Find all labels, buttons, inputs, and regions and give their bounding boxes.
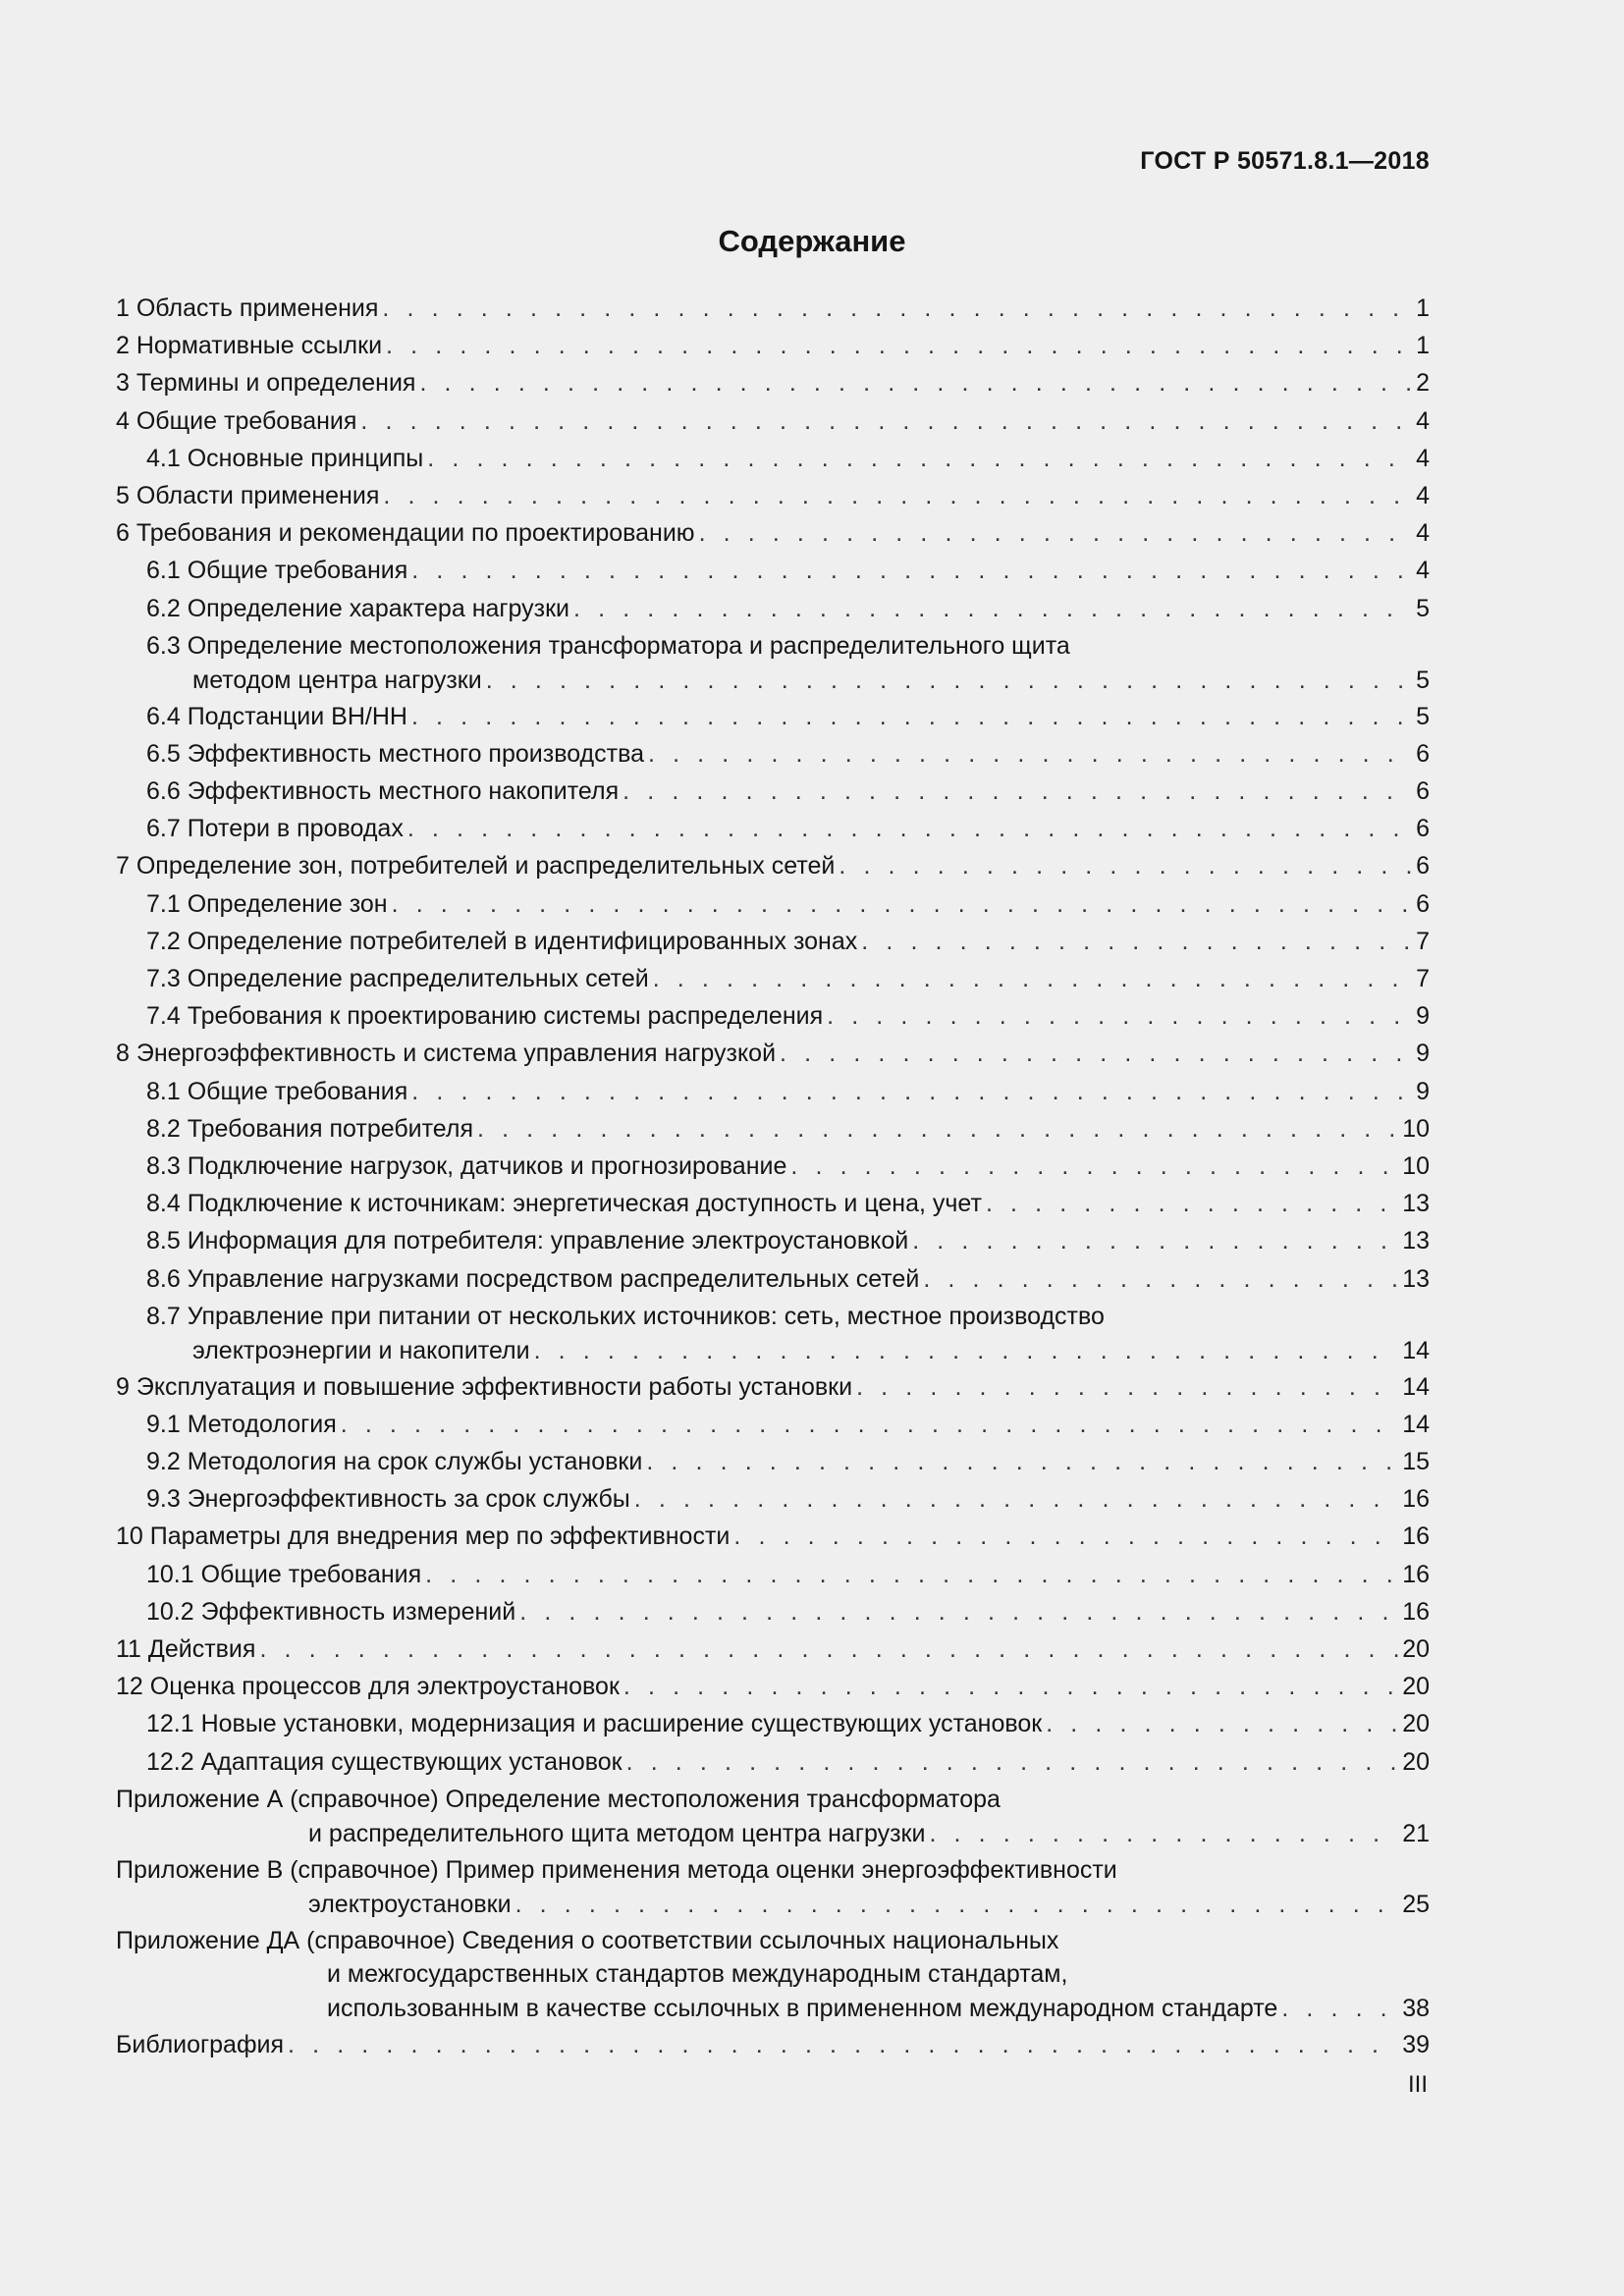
toc-entry-text: 8.5 Информация для потребителя: управление электроустановкой (146, 1227, 909, 1255)
toc-entry-text: 8 Энергоэффективность и система управления нагрузкой (116, 1040, 777, 1068)
toc-entry-line (116, 847, 1430, 884)
toc-entry-line (116, 2026, 1430, 2063)
toc-entry-text: 7.1 Определение зон (146, 889, 388, 918)
toc-leader-dots (648, 735, 1412, 773)
toc-entry[interactable] (116, 514, 1430, 552)
document-code: ГОСТ Р 50571.8.1—2018 (1140, 147, 1430, 175)
toc-entry-text: Приложение А (справочное) Определение местоположения трансформатора (116, 1785, 1001, 1813)
toc-page-number: 4 (1416, 406, 1430, 435)
toc-entry-line (116, 327, 1430, 364)
toc-entry-text: Приложение ДА (справочное) Сведения о соответствии ссылочных национальных (116, 1926, 1059, 1954)
toc-entry-line (116, 1556, 1430, 1593)
toc-page-number: 21 (1402, 1819, 1430, 1847)
toc-entry[interactable] (116, 1480, 1430, 1518)
toc-page-number: 9 (1416, 1077, 1430, 1105)
toc-entry-text: 6.6 Эффективность местного накопителя (146, 777, 620, 806)
toc-entry[interactable] (116, 997, 1430, 1035)
toc-entry-line (116, 1743, 1430, 1781)
toc-entry-line (116, 1518, 1430, 1555)
toc-entry-text: 10.2 Эффективность измерений (146, 1597, 516, 1626)
toc-entry[interactable] (116, 440, 1430, 477)
toc-entry-text: 1 Область применения (116, 294, 379, 322)
toc-entry-line (116, 290, 1430, 327)
toc-entry-text: 4.1 Основные принципы (146, 444, 424, 472)
toc-leader-dots (411, 1073, 1412, 1110)
toc-entry[interactable] (116, 364, 1430, 401)
toc-entry-line (116, 923, 1430, 960)
toc-page-number: 20 (1402, 1673, 1430, 1701)
toc-leader-dots (425, 1556, 1398, 1593)
toc-entry-text: 9.3 Энергоэффективность за срок службы (146, 1485, 630, 1514)
toc-leader-dots (780, 1035, 1412, 1072)
toc-entry-line (116, 885, 1430, 923)
toc-entry[interactable] (116, 1148, 1430, 1185)
toc-leader-dots (407, 810, 1412, 847)
toc-entry-text: 8.2 Требования потребителя (146, 1114, 473, 1143)
toc-entry[interactable] (116, 1300, 1430, 1368)
toc-entry[interactable] (116, 1783, 1430, 1851)
toc-page-number: 6 (1416, 852, 1430, 881)
toc-leader-dots (477, 1110, 1398, 1148)
toc-leader-dots (392, 885, 1412, 923)
toc-entry-line (116, 810, 1430, 847)
toc-page-number: 20 (1402, 1635, 1430, 1663)
toc-entry-text: 8.6 Управление нагрузками посредством распределительных сетей (146, 1264, 920, 1293)
toc-leader-dots (923, 1260, 1398, 1298)
toc-entry-line (116, 1222, 1430, 1259)
toc-entry[interactable] (116, 885, 1430, 923)
toc-page-number: 5 (1416, 702, 1430, 730)
toc-page-number: 14 (1402, 1372, 1430, 1401)
toc-entry[interactable] (116, 2026, 1430, 2063)
toc-page-number: 13 (1402, 1264, 1430, 1293)
toc-entry[interactable] (116, 1743, 1430, 1781)
toc-entry[interactable] (116, 402, 1430, 440)
toc-entry-line (116, 364, 1430, 401)
toc-entry-text: 8.1 Общие требования (146, 1077, 408, 1105)
toc-leader-dots (573, 590, 1412, 627)
toc-entry[interactable] (116, 1668, 1430, 1705)
toc-entry-line (116, 1300, 1430, 1333)
toc-page-number: 4 (1416, 481, 1430, 509)
toc-entry-line (116, 1260, 1430, 1298)
toc-entry-text: 12.1 Новые установки, модернизация и расширение существующих установок (146, 1710, 1043, 1738)
toc-leader-dots (733, 1518, 1398, 1555)
toc-entry[interactable] (116, 1110, 1430, 1148)
toc-page-number: 1 (1416, 332, 1430, 360)
toc-entry[interactable] (116, 960, 1430, 997)
toc-leader-dots (839, 847, 1412, 884)
toc-entry[interactable] (116, 1443, 1430, 1480)
toc-page-number: 10 (1402, 1114, 1430, 1143)
toc-entry-line (116, 440, 1430, 477)
toc-entry[interactable] (116, 1593, 1430, 1630)
toc-page-number: 4 (1416, 557, 1430, 585)
toc-title: Содержание (718, 224, 906, 258)
toc-page-number: 7 (1416, 927, 1430, 955)
toc-page-number: 20 (1402, 1747, 1430, 1776)
page-number: III (1407, 2071, 1428, 2098)
toc-entry-line (116, 514, 1430, 552)
toc-entry-line (116, 1148, 1430, 1185)
toc-entry-line (116, 1368, 1430, 1406)
toc-entry-text: и межгосударственных стандартов международным стандартам, (327, 1959, 1068, 1988)
toc-entry-line (116, 402, 1430, 440)
toc-page-number: 4 (1416, 444, 1430, 472)
toc-leader-dots (986, 1185, 1398, 1222)
toc-entry-text: 6.2 Определение характера нагрузки (146, 594, 570, 622)
toc-entry-line (116, 1110, 1430, 1148)
toc-entry-line (116, 735, 1430, 773)
toc-entry[interactable] (116, 1518, 1430, 1555)
toc-entry-line (116, 1783, 1430, 1816)
toc-entry[interactable] (116, 698, 1430, 735)
toc-entry-line (116, 1480, 1430, 1518)
toc-page-number: 5 (1416, 666, 1430, 694)
toc-entry[interactable] (116, 1406, 1430, 1443)
toc-leader-dots (623, 773, 1412, 810)
toc-leader-dots (360, 402, 1412, 440)
toc-entry[interactable] (116, 1035, 1430, 1072)
toc-entry-line (116, 1406, 1430, 1443)
toc-entry-text: Библиография (116, 2030, 285, 2058)
toc-leader-dots (386, 327, 1412, 364)
toc-entry-text: 10.1 Общие требования (146, 1560, 422, 1588)
toc-page-number: 16 (1402, 1597, 1430, 1626)
toc-entry[interactable] (116, 847, 1430, 884)
toc-entry[interactable] (116, 923, 1430, 960)
toc-page-number: 38 (1402, 1994, 1430, 2022)
toc-page-number: 6 (1416, 739, 1430, 768)
toc-entry-line (116, 1333, 1430, 1368)
toc-entry-text: 8.3 Подключение нагрузок, датчиков и прогнозирование (146, 1151, 787, 1180)
toc-entry-line (116, 590, 1430, 627)
toc-entry-text: 11 Действия (116, 1635, 256, 1663)
toc-page-number: 6 (1416, 815, 1430, 843)
toc-leader-dots (486, 663, 1412, 698)
toc-entry-text: 4 Общие требования (116, 406, 357, 435)
toc-entry-line (116, 1853, 1430, 1887)
toc-entry[interactable] (116, 773, 1430, 810)
toc-entry-line (116, 997, 1430, 1035)
table-of-contents (116, 290, 1430, 2063)
toc-leader-dots (288, 2026, 1398, 2063)
toc-entry[interactable] (116, 477, 1430, 514)
toc-leader-dots (856, 1368, 1398, 1406)
toc-entry-text: 6.7 Потери в проводах (146, 815, 404, 843)
toc-page-number: 14 (1402, 1410, 1430, 1438)
toc-entry-text: 6.5 Эффективность местного производства (146, 739, 644, 768)
toc-page-number: 7 (1416, 965, 1430, 992)
toc-page-number: 16 (1402, 1522, 1430, 1551)
toc-leader-dots (861, 923, 1412, 960)
toc-entry-text: методом центра нагрузки (192, 666, 482, 694)
toc-leader-dots (427, 440, 1412, 477)
toc-page-number: 25 (1402, 1890, 1430, 1918)
toc-page-number: 14 (1402, 1336, 1430, 1364)
toc-entry[interactable] (116, 590, 1430, 627)
toc-page-number: 4 (1416, 519, 1430, 548)
toc-leader-dots (259, 1630, 1398, 1668)
toc-leader-dots (519, 1593, 1398, 1630)
toc-entry-line (116, 1957, 1430, 1991)
toc-entry[interactable] (116, 1853, 1430, 1922)
toc-leader-dots (653, 960, 1412, 997)
toc-entry[interactable] (116, 735, 1430, 773)
toc-entry-line (116, 1924, 1430, 1957)
toc-leader-dots (790, 1148, 1398, 1185)
toc-entry[interactable] (116, 1073, 1430, 1110)
toc-leader-dots (623, 1668, 1398, 1705)
toc-entry-text: 8.4 Подключение к источникам: энергетическая доступность и цена, учет (146, 1190, 982, 1218)
toc-leader-dots (929, 1816, 1398, 1851)
toc-entry-line (116, 1705, 1430, 1742)
toc-page-number: 9 (1416, 1040, 1430, 1068)
toc-leader-dots (634, 1480, 1398, 1518)
toc-entry[interactable] (116, 810, 1430, 847)
toc-leader-dots (411, 698, 1412, 735)
toc-page-number: 16 (1402, 1560, 1430, 1588)
toc-entry-text: 10 Параметры для внедрения мер по эффективности (116, 1522, 731, 1551)
toc-entry-text: и распределительного щита методом центра нагрузки (308, 1819, 926, 1847)
toc-entry-text: 12 Оценка процессов для электроустановок (116, 1673, 620, 1701)
toc-entry-line (116, 477, 1430, 514)
toc-page-number: 6 (1416, 889, 1430, 918)
toc-page-number: 10 (1402, 1151, 1430, 1180)
toc-entry[interactable] (116, 552, 1430, 589)
toc-entry-text: 6 Требования и рекомендации по проектированию (116, 519, 695, 548)
toc-entry-text: 7 Определение зон, потребителей и распределительных сетей (116, 852, 836, 881)
toc-entry-text: 8.7 Управление при питании от нескольких источников: сеть, местное производство (146, 1302, 1105, 1330)
toc-entry-text: 3 Термины и определения (116, 369, 416, 398)
toc-entry-line (116, 1991, 1430, 2026)
toc-entry[interactable] (116, 1556, 1430, 1593)
toc-entry-text: 9.2 Методология на срок службы установки (146, 1448, 643, 1476)
toc-entry-line (116, 773, 1430, 810)
toc-leader-dots (411, 552, 1412, 589)
toc-entry-text: использованным в качестве ссылочных в примененном международном стандарте (327, 1994, 1278, 2022)
toc-entry[interactable] (116, 629, 1430, 698)
toc-entry-line (116, 1035, 1430, 1072)
toc-entry-text: 5 Области применения (116, 481, 380, 509)
toc-entry-text: 7.4 Требования к проектированию системы распределения (146, 1002, 824, 1031)
toc-entry-line (116, 1185, 1430, 1222)
toc-entry[interactable] (116, 1368, 1430, 1406)
toc-page-number: 13 (1402, 1227, 1430, 1255)
toc-entry[interactable] (116, 290, 1430, 327)
toc-entry-text: 2 Нормативные ссылки (116, 332, 383, 360)
toc-entry-line (116, 1593, 1430, 1630)
toc-leader-dots (1046, 1705, 1398, 1742)
toc-leader-dots (419, 364, 1412, 401)
toc-leader-dots (383, 477, 1412, 514)
toc-entry-line (116, 1887, 1430, 1922)
toc-leader-dots (699, 514, 1412, 552)
toc-entry-line (116, 1630, 1430, 1668)
toc-entry-line (116, 552, 1430, 589)
toc-leader-dots (382, 290, 1412, 327)
toc-entry-line (116, 1668, 1430, 1705)
toc-entry-line (116, 1443, 1430, 1480)
toc-leader-dots (534, 1333, 1399, 1368)
toc-entry-line (116, 960, 1430, 997)
toc-page-number: 20 (1402, 1710, 1430, 1738)
toc-entry-line (116, 629, 1430, 663)
toc-leader-dots (646, 1443, 1398, 1480)
toc-entry-text: 9 Эксплуатация и повышение эффективности работы установки (116, 1372, 853, 1401)
toc-leader-dots (912, 1222, 1398, 1259)
toc-page-number: 15 (1402, 1448, 1430, 1476)
toc-page-number: 2 (1416, 369, 1430, 398)
toc-entry-text: 12.2 Адаптация существующих установок (146, 1747, 623, 1776)
toc-page-number: 16 (1402, 1485, 1430, 1514)
toc-leader-dots (1281, 1991, 1398, 2026)
toc-entry[interactable] (116, 1630, 1430, 1668)
toc-entry-text: 6.1 Общие требования (146, 557, 408, 585)
toc-leader-dots (341, 1406, 1398, 1443)
toc-page-number: 5 (1416, 594, 1430, 622)
toc-entry-text: 7.3 Определение распределительных сетей (146, 965, 649, 992)
toc-leader-dots (827, 997, 1412, 1035)
toc-entry-line (116, 1816, 1430, 1851)
toc-page-number: 6 (1416, 777, 1430, 806)
toc-entry[interactable] (116, 1222, 1430, 1259)
toc-entry[interactable] (116, 1924, 1430, 2026)
toc-entry-text: электроэнергии и накопители (192, 1336, 530, 1364)
toc-entry-text: 6.4 Подстанции ВН/НН (146, 702, 407, 730)
toc-entry[interactable] (116, 1185, 1430, 1222)
toc-entry[interactable] (116, 1705, 1430, 1742)
toc-entry[interactable] (116, 327, 1430, 364)
toc-page-number: 39 (1402, 2030, 1430, 2058)
toc-entry[interactable] (116, 1260, 1430, 1298)
toc-leader-dots (515, 1887, 1399, 1922)
toc-entry-text: Приложение В (справочное) Пример применения метода оценки энергоэффективности (116, 1855, 1117, 1884)
toc-entry-text: 9.1 Методология (146, 1410, 337, 1438)
toc-entry-line (116, 663, 1430, 698)
toc-entry-text: электроустановки (308, 1890, 512, 1918)
toc-page-number: 1 (1416, 294, 1430, 322)
toc-page-number: 9 (1416, 1002, 1430, 1031)
toc-entry-text: 7.2 Определение потребителей в идентифицированных зонах (146, 927, 858, 955)
toc-entry-line (116, 1073, 1430, 1110)
toc-leader-dots (626, 1743, 1399, 1781)
toc-entry-line (116, 698, 1430, 735)
toc-entry-text: 6.3 Определение местоположения трансформатора и распределительного щита (146, 631, 1070, 660)
toc-page-number: 13 (1402, 1190, 1430, 1218)
